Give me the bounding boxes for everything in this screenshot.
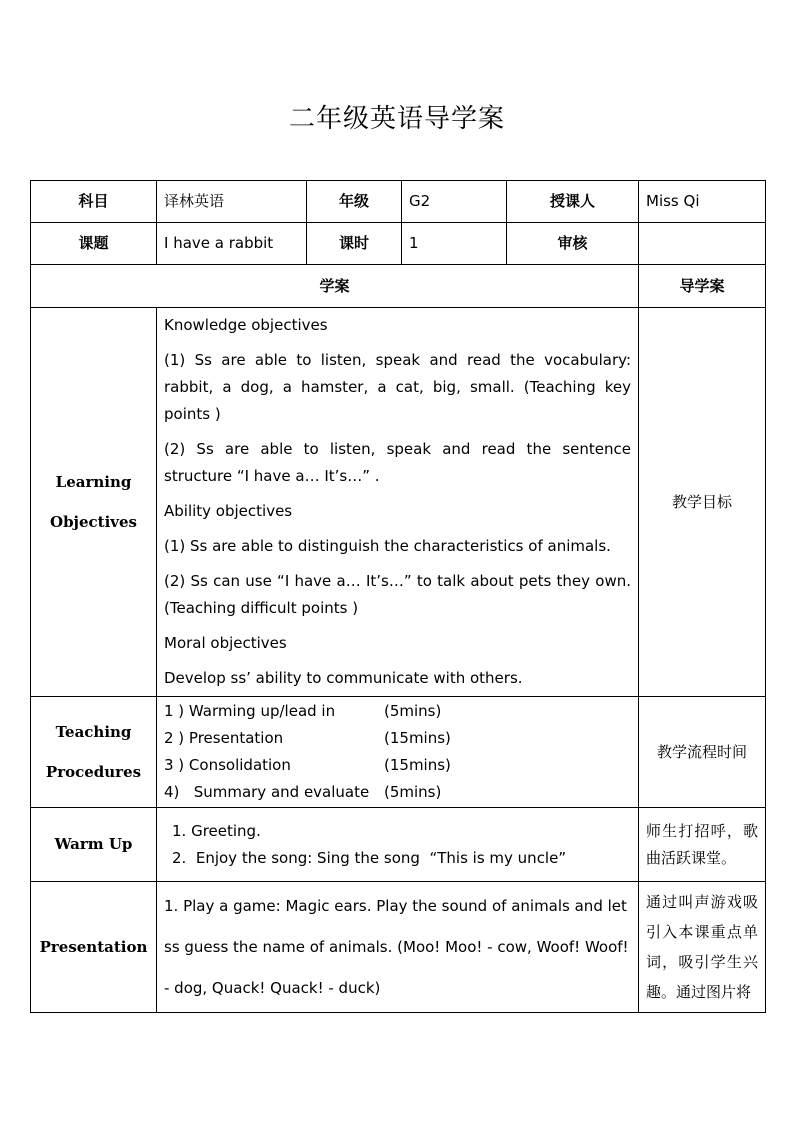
warmup-label: Warm Up: [31, 808, 157, 882]
study-plan-header: 学案: [31, 265, 639, 308]
warmup-guide: 师生打招呼，歌曲活跃课堂。: [639, 808, 766, 882]
procedure-item: 4) Summary and evaluate (5mins): [164, 783, 442, 801]
moral-heading: Moral objectives: [164, 634, 287, 652]
procedures-label: [31, 697, 157, 808]
knowledge-objective-2: (2) Ss are able to listen, speak and read the sentence structure “I have a… It’s…” .: [164, 440, 631, 485]
presentation-label: Presentation: [31, 882, 157, 1013]
objectives-label-line2: Objectives: [50, 512, 137, 531]
teacher-label: 授课人: [507, 181, 639, 223]
procedure-item: 1 ) Warming up/lead in (5mins): [164, 702, 442, 720]
subject-value: 译林英语: [157, 181, 307, 223]
warmup-item: 1. Greeting.: [172, 821, 261, 840]
objectives-row: [31, 308, 766, 697]
knowledge-objective-1: (1) Ss are able to listen, speak and read the vocabulary: rabbit, a dog, a hamster, a cat, big, small. (Teaching key points ): [164, 351, 631, 423]
warmup-item: 2. Enjoy the song: Sing the song “This is my uncle”: [172, 848, 567, 867]
procedures-content: [157, 697, 639, 808]
info-row-1: [31, 181, 766, 223]
subject-label: 科目: [31, 181, 157, 223]
review-value: [639, 223, 766, 265]
procedures-row: [31, 697, 766, 808]
objectives-label-line1: Learning: [55, 472, 132, 491]
objectives-guide: 教学目标: [639, 308, 766, 697]
document-title: 二年级英语导学案: [288, 104, 505, 134]
ability-heading: Ability objectives: [164, 502, 293, 520]
review-label: 审核: [507, 223, 639, 265]
topic-label: 课题: [31, 223, 157, 265]
info-row-2: [31, 223, 766, 265]
warmup-row: [31, 808, 766, 882]
ability-objective-2: (2) Ss can use “I have a… It’s…” to talk about pets they own. (Teaching difficult points ): [164, 572, 631, 617]
presentation-content: 1. Play a game: Magic ears. Play the sound of animals and let ss guess the name of animals. (Moo! Moo! - cow, Woof! Woof! - dog, Quack! Quack! - duck): [157, 882, 639, 1013]
section-header-row: [31, 265, 766, 308]
objectives-label: [31, 308, 157, 697]
warmup-content: [157, 808, 639, 882]
procedure-item: 2 ) Presentation (15mins): [164, 729, 451, 747]
procedures-label-line1: Teaching: [55, 722, 132, 741]
moral-objective-1: Develop ss’ ability to communicate with others.: [164, 669, 523, 687]
grade-label: 年级: [307, 181, 402, 223]
teacher-value: Miss Qi: [639, 181, 766, 223]
topic-value: I have a rabbit: [157, 223, 307, 265]
guide-plan-header: 导学案: [639, 265, 766, 308]
grade-value: G2: [402, 181, 507, 223]
procedures-guide: 教学流程时间: [639, 697, 766, 808]
procedure-item: 3 ) Consolidation (15mins): [164, 756, 451, 774]
period-label: 课时: [307, 223, 402, 265]
objectives-content: [157, 308, 639, 697]
procedures-label-line2: Procedures: [45, 762, 142, 781]
period-value: 1: [402, 223, 507, 265]
presentation-row: [31, 882, 766, 1013]
knowledge-heading: Knowledge objectives: [164, 316, 328, 334]
lesson-plan-table: [30, 180, 766, 1013]
ability-objective-1: (1) Ss are able to distinguish the characteristics of animals.: [164, 537, 611, 555]
presentation-guide: 通过叫声游戏吸引入本课重点单词，吸引学生兴趣。通过图片将: [639, 882, 766, 1013]
